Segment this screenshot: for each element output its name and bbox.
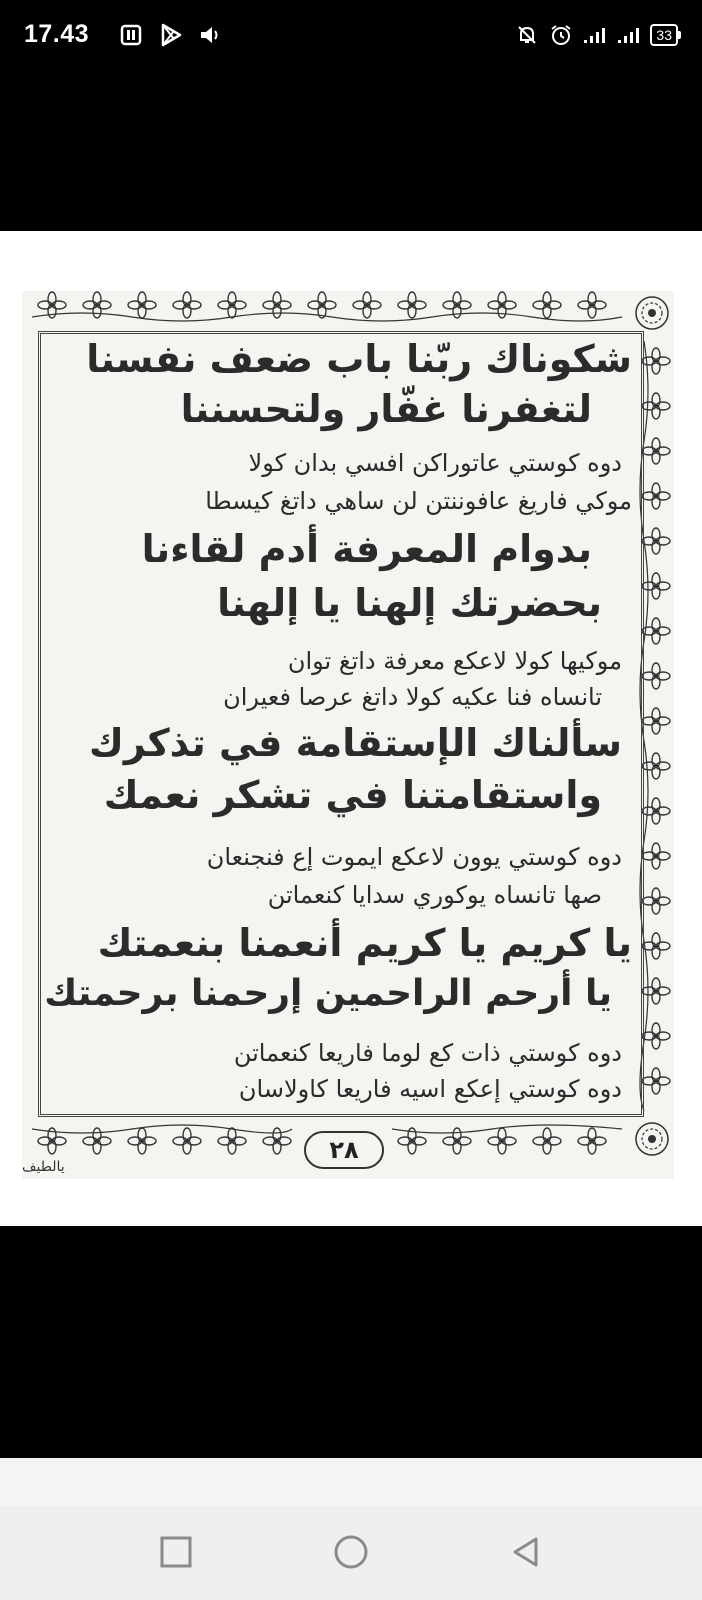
page-number: ٢٨	[304, 1131, 384, 1169]
circle-icon	[333, 1534, 369, 1570]
text-line: دوه كوستي إعكع اسيه فاريعا كاولاسان	[238, 1075, 622, 1103]
viewer-bottom-background	[0, 1226, 702, 1458]
bell-off-icon	[514, 22, 540, 48]
play-store-icon	[158, 22, 184, 48]
image-viewer[interactable]	[0, 231, 702, 1226]
status-right-icons	[514, 22, 678, 48]
toolbar-strip	[0, 1458, 702, 1506]
home-button[interactable]	[333, 1534, 369, 1570]
text-line: واستقامتنا في تشكر نعمك	[103, 773, 602, 817]
scanned-page	[22, 291, 674, 1179]
text-line: موكيها كولا لاعكع معرفة داتغ توان	[287, 647, 622, 675]
status-left-icons	[118, 22, 224, 48]
alarm-icon	[548, 22, 574, 48]
text-line: دوه كوستي ذات كع لوما فاريعا كنعماتن	[233, 1039, 622, 1067]
signal-icon-2	[616, 22, 642, 48]
square-icon	[158, 1534, 194, 1570]
text-line: يا كريم يا كريم أنعمنا بنعمتك	[97, 921, 632, 965]
corner-text: يالطيف	[22, 1159, 65, 1175]
back-button[interactable]	[508, 1534, 544, 1570]
text-line: دوه كوستي يوون لاعكع ايموت إع فنجنعان	[206, 843, 622, 871]
triangle-back-icon	[508, 1534, 544, 1570]
text-lines	[44, 337, 632, 1107]
text-line: دوه كوستي عاتوراكن افسي بدان كولا	[248, 449, 622, 477]
text-line: لتغفرنا غفّار ولتحسننا	[180, 387, 592, 431]
text-line: موكي فاريغ عافوننتن لن ساهي داتغ كيسطا	[205, 487, 632, 515]
signal-icon	[582, 22, 608, 48]
status-bar	[0, 0, 702, 231]
status-time: 17.43	[24, 20, 90, 48]
volume-icon	[198, 22, 224, 48]
text-line: سألناك الإستقامة في تذكرك	[89, 721, 622, 765]
recent-apps-button[interactable]	[158, 1534, 194, 1570]
battery-icon: 33	[650, 24, 678, 46]
nfc-icon	[118, 22, 144, 48]
text-line: بدوام المعرفة أدم لقاءنا	[141, 527, 592, 571]
text-line: تانساه فنا عكيه كولا داتغ عرصا فعيران	[223, 683, 602, 711]
text-line: بحضرتك إلهنا يا إلهنا	[217, 581, 602, 625]
text-line: صها تانساه يوكوري سدايا كنعماتن	[267, 881, 602, 909]
text-line: يا أرحم الراحمين إرحمنا برحمتك	[44, 973, 612, 1014]
navigation-bar	[0, 1506, 702, 1600]
text-line: شكوناك ربّنا باب ضعف نفسنا	[86, 337, 632, 381]
